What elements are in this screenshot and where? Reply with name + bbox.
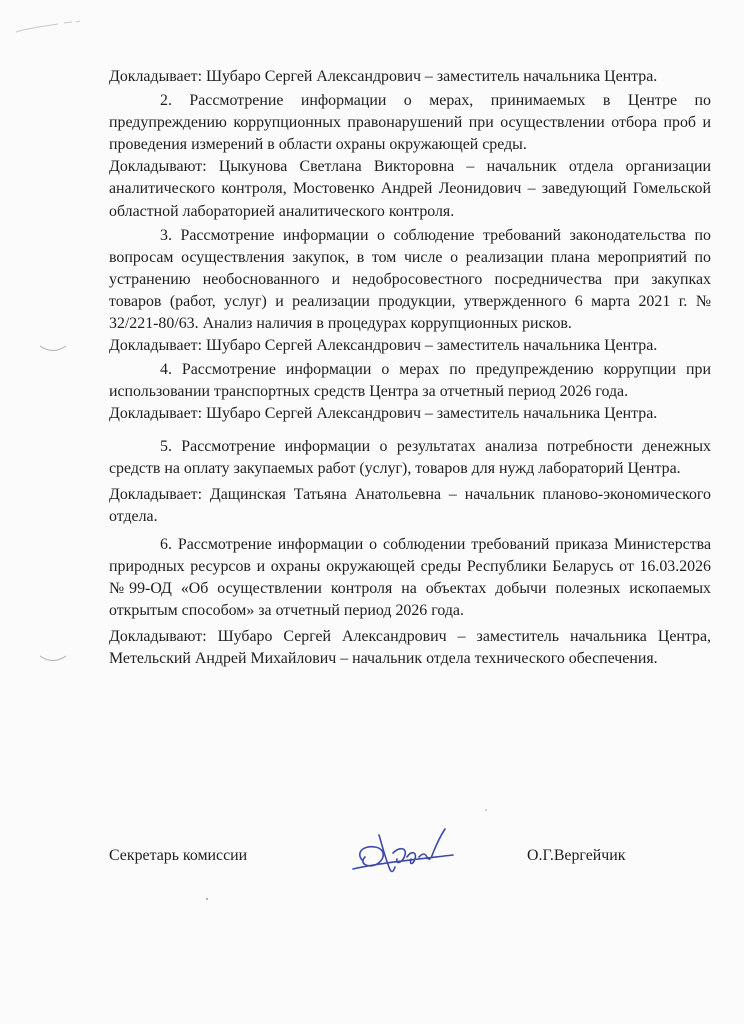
- signatory-role: Секретарь комиссии: [109, 847, 248, 864]
- signatory-name: О.Г.Вергейчик: [527, 847, 626, 864]
- signature-block: [109, 845, 711, 875]
- reporter-paragraph: Докладывает: Шубаро Сергей Александрович – заместитель начальника Центра.: [109, 337, 658, 355]
- agenda-item-5: 5. Рассмотрение информации о результатах анализа потребности денежных средств на оплату закупаемых работ (услуг), товаров для нужд лабораторий Центра.: [109, 437, 711, 477]
- punch-hole-mark-lower: [38, 652, 68, 666]
- agenda-item-2: 2. Рассмотрение информации о мерах, принимаемых в Центре по предупреждению коррупционных правонарушений при осуществлении отбора проб и проведения измерений в области охраны окружающей среды.: [109, 92, 711, 154]
- reporter-paragraph: Докладывает: Дащинская Татьяна Анатольевна – начальник планово-экономического отдела.: [109, 485, 711, 525]
- punch-hole-mark-upper: [38, 342, 68, 356]
- agenda-item-6: 6. Рассмотрение информации о соблюдении требований приказа Министерства природных ресурсов и охраны окружающей среды Республики Беларусь от 16.03.2026 №99-ОД «Об осуществлении контроля на объектах добычи полезных ископаемых открытым способом» за отчетный период 2026 года.: [109, 535, 711, 620]
- handwritten-signature: [349, 823, 459, 883]
- agenda-item-3: 3. Рассмотрение информации о соблюдение требований законодательства по вопросам осуществления закупок, в том числе о реализации плана мероприятий по устранению необоснованного и недобросовестного посредничества при закупках товаров (работ, услуг) и реализации продукции, утвержденного 6 марта 2021 г. № 32/221-80/63. Анализ наличия в процедурах коррупционных рисков.: [109, 226, 711, 333]
- reporter-paragraph: Докладывает: Шубаро Сергей Александрович – заместитель начальника Центра.: [109, 405, 658, 423]
- scan-artifact-top-left: [14, 18, 84, 38]
- agenda-item-4: 4. Рассмотрение информации о мерах по предупреждению коррупции при использовании транспортных средств Центра за отчетный период 2026 года.: [109, 361, 711, 401]
- reporter-paragraph: Докладывает: Шубаро Сергей Александрович – заместитель начальника Центра.: [109, 68, 658, 85]
- scan-dot: [205, 897, 209, 901]
- reporter-paragraph: Докладывают: Шубаро Сергей Александрович – заместитель начальника Центра, Метельский Андрей Михайлович – начальник отдела технического обеспечения.: [109, 628, 711, 668]
- reporter-paragraph: Докладывают: Цыкунова Светлана Викторовна – начальник отдела организации аналитического контроля, Мостовенко Андрей Леонидович – заведующий Гомельской областной лабораторией аналитического контроля.: [109, 158, 711, 220]
- scan-dot: [484, 808, 488, 812]
- document-body: [109, 66, 711, 670]
